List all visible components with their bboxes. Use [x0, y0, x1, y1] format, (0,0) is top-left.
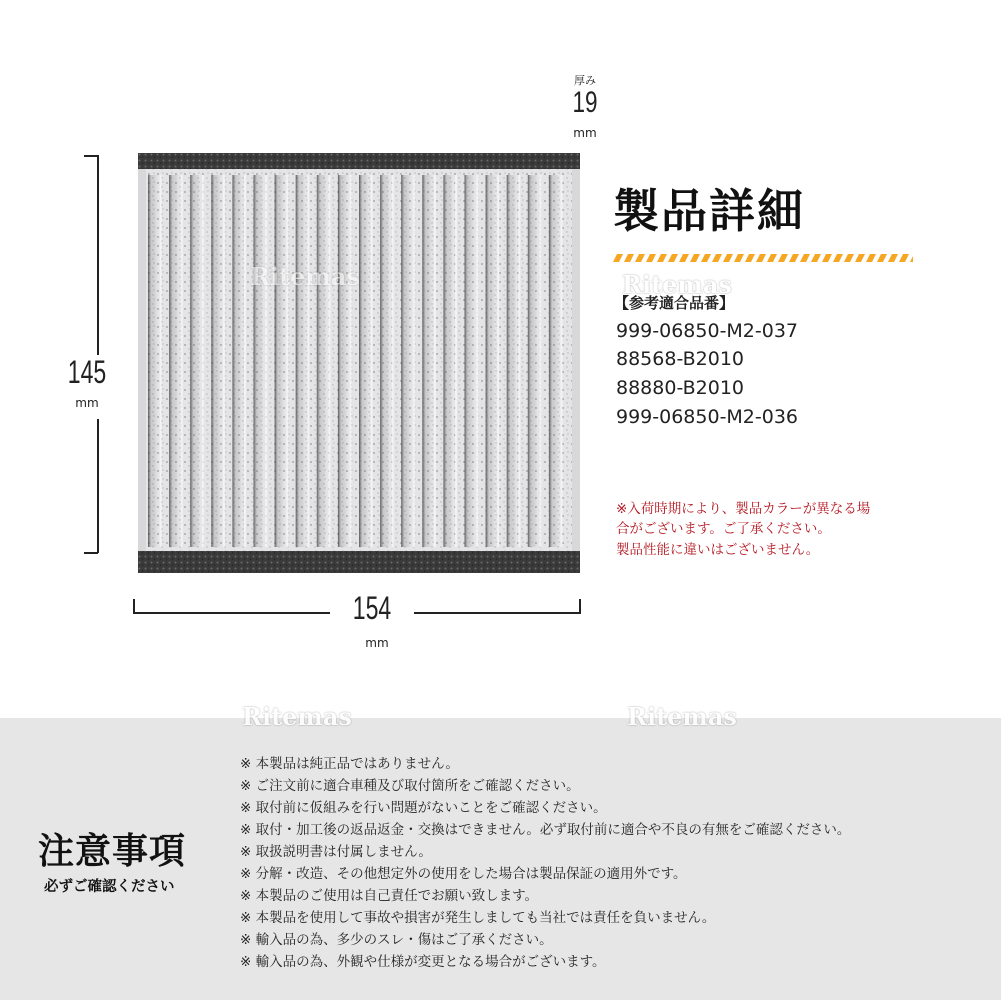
watermark-logo: Ritemas — [242, 702, 352, 731]
height-dimension-cap-bottom — [84, 552, 98, 554]
caution-item: ※ 輸入品の為、外観や仕様が変更となる場合がございます。 — [240, 954, 606, 970]
thickness-value: 19 — [572, 86, 598, 119]
caution-item: ※ 取付前に仮組みを行い問題がないことをご確認ください。 — [240, 800, 607, 816]
caution-title: 注意事項 — [38, 831, 187, 872]
caution-item: ※ 輸入品の為、多少のスレ・傷はご了承ください。 — [240, 932, 553, 948]
caution-item: ※ ご注文前に適合車種及び取付箇所をご確認ください。 — [240, 778, 580, 794]
watermark-logo: Ritemas — [622, 270, 732, 299]
air-filter-image — [138, 153, 580, 573]
width-value: 154 — [352, 590, 392, 626]
thickness-label: 厚み — [574, 74, 596, 87]
color-note-line: 製品性能に違いはございません。 — [616, 542, 820, 558]
caution-item: ※ 分解・改造、その他想定外の使用をした場合は製品保証の適用外です。 — [240, 866, 687, 882]
color-note-line: 合がございます。ご了承ください。 — [616, 521, 831, 537]
parts-header: 【参考適合品番】 — [614, 294, 735, 312]
product-detail-title: 製品詳細 — [613, 184, 805, 238]
caution-item: ※ 本製品を使用して事故や損害が発生しましても当社では責任を負いません。 — [240, 910, 716, 926]
height-dimension-cap-top — [84, 155, 98, 157]
caution-item: ※ 本製品は純正品ではありません。 — [240, 756, 459, 772]
thickness-unit: mm — [573, 126, 597, 140]
caution-subtitle: 必ずご確認ください — [44, 879, 175, 895]
caution-item: ※ 取付・加工後の返品返金・交換はできません。必ず取付前に適合や不良の有無をご確認ください。 — [240, 822, 851, 838]
part-number: 999-06850-M2-037 — [616, 320, 799, 342]
caution-list — [240, 753, 850, 973]
filter-top-foam — [138, 153, 580, 169]
part-number: 88880-B2010 — [616, 377, 745, 399]
color-note-line: ※入荷時期により、製品カラーが異なる場 — [616, 501, 871, 517]
width-dimension-cap-left — [133, 599, 135, 613]
watermark-logo: Ritemas — [250, 262, 360, 291]
watermark-logo: Ritemas — [627, 702, 737, 731]
height-value: 145 — [67, 354, 107, 390]
part-number: 88568-B2010 — [616, 348, 745, 370]
width-dimension-cap-right — [579, 599, 581, 613]
filter-bottom-foam — [138, 551, 580, 573]
caution-item: ※ 取扱説明書は付属しません。 — [240, 844, 432, 860]
width-unit: mm — [365, 636, 389, 650]
accent-stripe-divider — [613, 254, 913, 262]
caution-item: ※ 本製品のご使用は自己責任でお願い致します。 — [240, 888, 539, 904]
height-unit: mm — [75, 396, 99, 410]
part-number: 999-06850-M2-036 — [616, 406, 799, 428]
